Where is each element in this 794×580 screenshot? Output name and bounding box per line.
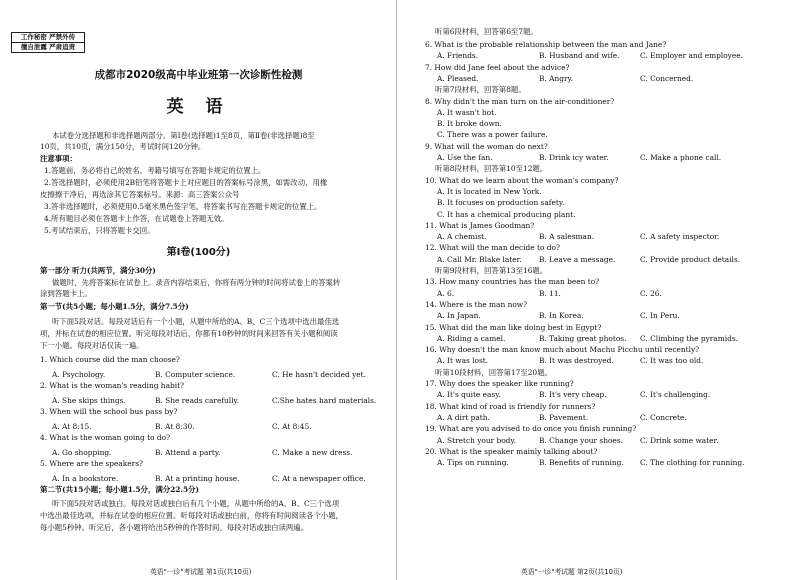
question: 13. How many countries has the man been to? [425,277,600,287]
option: B. It broke down. [437,119,502,129]
exam-title: 成都市2020级高中毕业班第一次诊断性检测 [94,69,303,81]
option-c: C. It's challenging. [640,390,711,400]
part1-title: 第一部分 听力(共两节，满分30分) [40,266,156,275]
option: B. It focuses on production safety. [437,198,565,208]
option-c: C. Concerned. [640,73,694,83]
option-a: A. Pleased. [437,73,479,83]
material-note: 听第10段材料，回答第17至20题。 [435,367,552,377]
sec2-line-2: 中选出最佳选项，并标在试卷的相应位置。听每段对话或独白前，你将有时间阅读各个小题， [40,511,344,520]
material-note: 听第8段材料，回答第10至12题。 [435,164,548,174]
option-c: C. It was too old. [640,356,704,366]
question: 12. What will the man decide to do? [425,243,560,253]
note-3: 3.答非选择题时，必须使用0.5毫米黑色签字笔，将答案书写在答题卡规定的位置上。 [44,202,322,211]
option-a: A. A dirt path. [437,412,490,422]
option-b: B. Angry. [539,73,574,83]
confidential-seal [11,32,85,53]
right-top-note: 听第6段材料，回答第6至7题。 [435,27,538,36]
option-b: B. At a printing house. [155,474,240,483]
option-c: C. Climbing the pyramids. [640,333,738,343]
option-b: B. Leave a message. [539,254,616,264]
option-a: A. Call Mr. Blake later. [437,254,522,264]
question-5: 5. Where are the speakers? [40,459,143,468]
question: 16. Why doesn't the man know much about Machu Picchu until recently? [425,345,700,355]
option-c: C. Concrete. [640,412,687,422]
part1-line-2: 涂到答题卡上。 [40,289,92,298]
question: 19. What are you advised to do once you finish running? [425,424,637,434]
option-c: C. Make a new dress. [272,448,353,457]
option-c: C. Provide product details. [640,254,741,264]
question: 14. Where is the man now? [425,299,528,309]
option-b: B. It's very cheap. [539,390,607,400]
seal-line-2: 擅自泄露 严肃追责 [20,43,76,51]
note-2: 2.答选择题时，必须使用2B铅笔将答题卡上对应题目的答案标号涂黑，如需改动，用橡 [44,178,328,187]
question: 11. What is James Goodman? [425,220,535,230]
question: 18. What kind of road is friendly for runners? [425,401,596,411]
option-b: B. Pavement. [539,412,589,422]
option-a: A. A chemist. [437,232,487,242]
option-c: C. At 8:45. [272,422,312,431]
option-a: A. In Japan. [437,311,481,321]
option-c: C.She hates hard materials. [272,396,377,405]
option-c: C. A safety inspector. [640,232,720,242]
option-a: A. Use the fan. [437,153,493,162]
option-b: B. Taking great photos. [539,333,627,343]
option-a: A. Tips on running. [437,458,509,468]
option-a: A. Riding a camel. [437,333,506,343]
question: 7. How did Jane feel about the advice? [425,62,570,72]
question: 15. What did the man like doing best in Egypt? [425,322,602,332]
footer-right: 英语"一诊"考试题 第2页(共10页) [521,568,623,576]
material-note: 听第7段材料，回答第8题。 [435,85,526,95]
option-a: A. It's quite easy. [437,390,501,400]
option: C. There was a power failure. [437,130,548,140]
question: 8. Why didn't the man turn on the air-conditioner? [425,96,615,106]
intro-line-2: 10页，共10页，满分150分，考试时间120分钟。 [40,142,206,151]
option-b: B. In Korea. [539,311,584,321]
option-b: B. She reads carefully. [155,396,240,405]
option-c: C. The clothing for running. [640,458,745,468]
option-b: B. It was destroyed. [539,356,614,366]
sec2-line-1: 听下面5段对话或独白。每段对话或独白后有几个小题，从题中所给的A、B、C三个选项 [52,499,340,508]
option: A. It is located in New York. [437,186,542,196]
option-b: B. Computer science. [155,370,236,379]
material-note: 听第9段材料，回答第13至16题。 [435,266,548,275]
option-a: A. It was lost. [437,356,489,366]
option-b: B. Attend a party. [155,448,221,457]
sec2-title: 第二节(共15小题；每小题1.5分，满分22.5分) [40,485,199,494]
sec1-title: 第一节(共5小题；每小题1.5分，满分7.5分) [40,302,189,311]
option-c: C. Drink some water. [640,435,719,445]
note-2-cont: 皮擦擦干净后，再选涂其它答案标号。来源：高三答案公众号 [40,190,240,199]
footer-left: 英语"一诊"考试题 第1页(共10页) [150,568,252,576]
question: 10. What do we learn about the woman's company? [425,175,619,185]
option-b: B. A salesman. [539,232,595,242]
option-c: C. 26. [640,288,662,298]
seal-line-1: 工作秘密 严禁外传 [12,33,84,43]
option-a: A. Psychology. [52,370,106,379]
note-4: 4.所有题目必须在答题卡上作答，在试题卷上答题无效。 [44,214,229,223]
sec1-line-2: 项，并标在试卷的相应位置。听完每段对话后，你都有10秒钟的时间来回答有关小题和阅读 [40,329,338,338]
right-page [397,0,794,580]
question: 17. Why does the speaker like running? [425,379,574,388]
option: A. It wasn't hot. [437,107,497,117]
option-c: C. Employer and employee. [640,51,743,61]
option-a: A. She skips things. [52,396,126,405]
option-b: B. Husband and wife. [539,51,620,61]
intro-line-1: 本试卷分选择题和非选择题两部分。第Ⅰ卷(选择题)1至8页，第Ⅱ卷(非选择题)8至 [52,131,315,140]
question-4: 4. What is the woman going to do? [40,433,171,442]
question: 9. What will the woman do next? [425,141,548,151]
option: C. It has a chemical producing plant. [437,209,576,219]
question-1: 1. Which course did the man choose? [40,355,180,364]
option-a: A. In a bookstore. [52,474,119,483]
option-b: B. Change your shoes. [539,435,623,445]
note-1: 1.答题前，务必将自己的姓名、考籍号填写在答题卡规定的位置上。 [44,166,266,175]
sec1-line-3: 下一小题。每段对话仅读一遍。 [40,341,144,350]
option-b: B. At 8:30. [155,422,195,431]
option-c: C. Make a phone call. [640,153,722,162]
option-c: C. He hasn't decided yet. [272,370,366,379]
option-a: A. At 8:15. [52,422,92,431]
question: 6. What is the probable relationship between the man and Jane? [425,40,667,49]
sec1-line-1: 听下面5段对话。每段对话后有一个小题，从题中所给的A、B、C三个选项中选出最佳选 [52,317,340,326]
option-c: C. In Peru. [640,311,680,321]
question-2: 2. What is the woman's reading habit? [40,381,185,390]
option-a: A. Friends. [437,51,479,61]
question-3: 3. When will the school bus pass by? [40,407,178,416]
question: 20. What is the speaker mainly talking about? [425,446,598,456]
option-b: B. Drink icy water. [539,153,609,162]
section1-title: 第Ⅰ卷(100分) [166,247,231,258]
option-b: B. 11. [539,288,561,298]
option-b: B. Benefits of running. [539,458,624,468]
sec2-line-3: 每小题5秒钟。听完后，各小题将给出5秒钟的作答时间。每段对话或独白读两遍。 [40,523,309,532]
option-a: A. Go shopping. [52,448,112,457]
option-c: C. At a newspaper office. [272,474,366,483]
note-5: 5.考试结束后，只将答题卡交回。 [44,226,155,235]
subject-title: 英 语 [166,97,231,117]
option-a: A. Stretch your body. [437,435,516,445]
notes-title: 注意事项： [40,154,77,163]
option-a: A. 6. [437,288,455,298]
part1-line-1: 做题时，先将答案标在试卷上。录音内容结束后，你将有两分钟的时间将试卷上的答案转 [52,278,341,287]
